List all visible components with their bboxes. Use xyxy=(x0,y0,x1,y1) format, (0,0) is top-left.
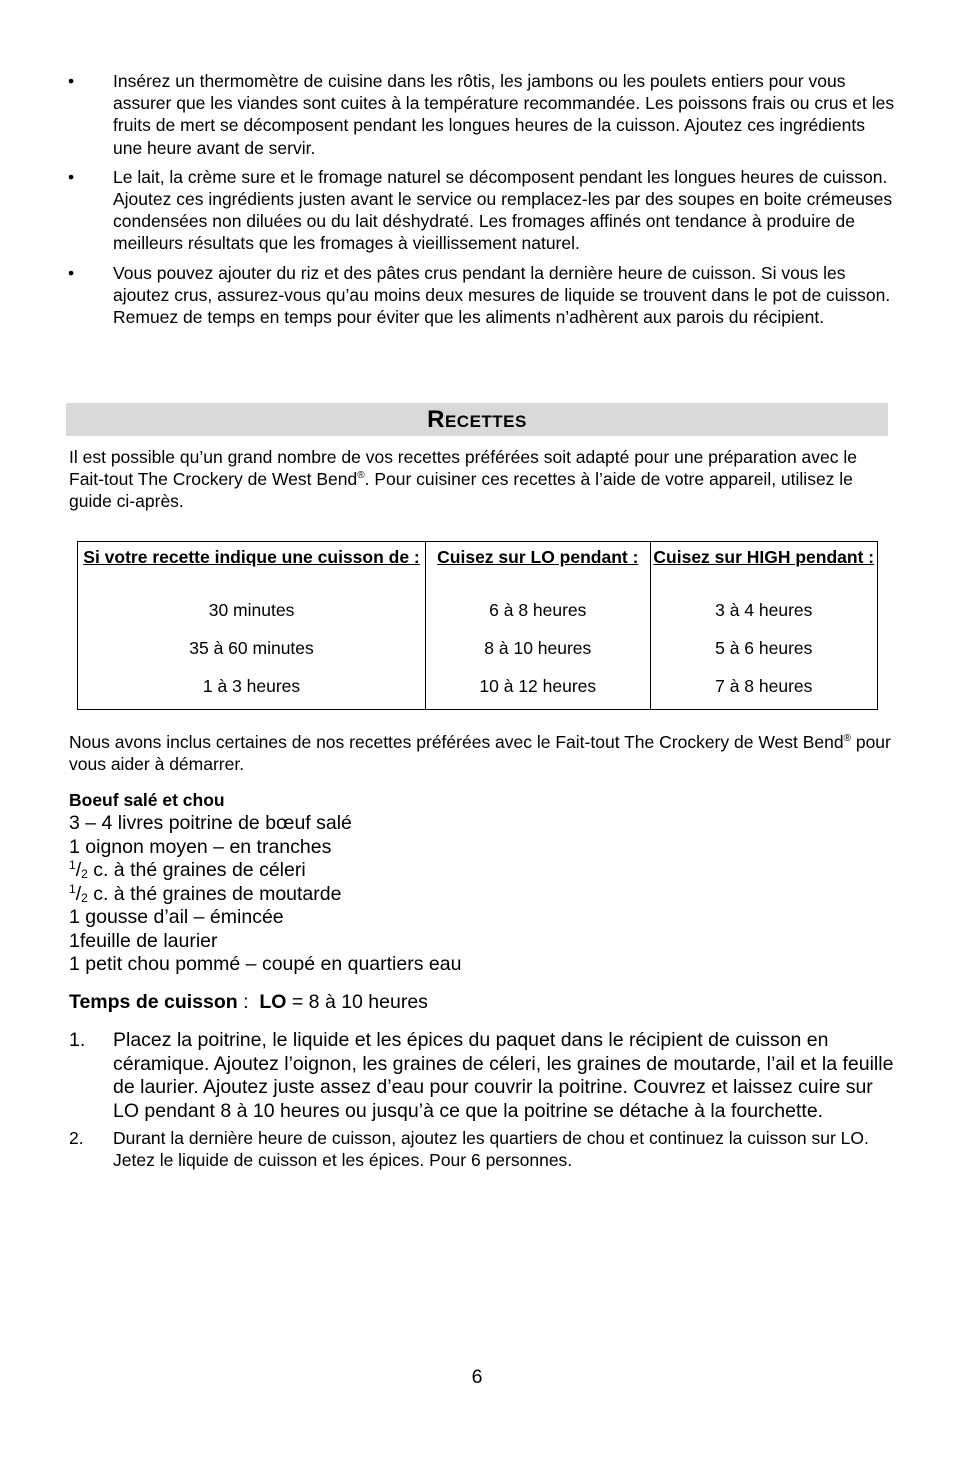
table-row xyxy=(78,671,878,710)
table-row xyxy=(78,633,878,671)
intro-text-2: . Pour cuisiner ces recettes à l’aide de votre appareil, utilisez le guide ci-après. xyxy=(69,469,853,512)
fraction-denominator: 2 xyxy=(81,867,88,881)
bullet-marker: • xyxy=(68,71,75,91)
cooking-time-separator: : xyxy=(237,991,260,1013)
tip-item xyxy=(66,262,896,329)
ingredients-list xyxy=(69,812,461,977)
recipes-intro-paragraph xyxy=(69,731,895,775)
step-text: Placez la poitrine, le liquide et les épices du paquet dans le récipient de cuisson en céramique. Ajoutez l’oignon, les graines de céleri, les graines de moutarde, l’ail et la feuille de laurier. Ajoutez juste assez d’eau pour couvrir la poitrine. Couvrez et laissez cuire sur LO pendant 8 à 10 heures ou jusqu’à ce que la poitrine se détache à la fourchette. xyxy=(113,1029,894,1122)
step-text: Durant la dernière heure de cuisson, ajoutez les quartiers de chou et continuez la cuisson sur LO. Jetez le liquide de cuisson et les épices. Pour 6 personnes. xyxy=(113,1128,869,1171)
cooking-time xyxy=(69,990,428,1014)
bullet-marker: • xyxy=(68,166,75,187)
ingredient-item: 1feuille de laurier xyxy=(69,929,218,952)
table-header-cell: Cuisez sur HIGH pendant : xyxy=(650,542,877,596)
tip-item xyxy=(66,166,896,255)
ingredient-text: c. à thé graines de moutarde xyxy=(93,882,342,905)
recipes-intro-text-1: Nous avons inclus certaines de nos recettes préférées avec le Fait-tout The Crockery de West Bend xyxy=(69,732,844,752)
table-header-row xyxy=(78,542,878,596)
ingredient-item: 1 petit chou pommé – coupé en quartiers eau xyxy=(69,953,462,975)
section-header xyxy=(66,403,888,436)
table-cell: 5 à 6 heures xyxy=(650,633,877,671)
step-number: 1. xyxy=(69,1029,86,1051)
intro-paragraph xyxy=(69,446,895,513)
section-title: Recettes xyxy=(427,406,527,433)
cooking-time-label: Temps de cuisson xyxy=(69,991,238,1013)
instruction-step xyxy=(69,1127,895,1171)
table-cell: 30 minutes xyxy=(208,600,295,620)
cooking-time-value: = 8 à 10 heures xyxy=(286,991,428,1013)
tip-text: Insérez un thermomètre de cuisine dans les rôtis, les jambons ou les poulets entiers pour vous assurer que les viandes sont cuites à la température recommandée. Les poissons frais ou crus et les fruits de mert se décomposent pendant les longues heures de la cuisson. Ajoutez ces ingrédients une heure avant de servir. xyxy=(113,71,895,158)
instruction-step xyxy=(69,1029,895,1123)
fraction-slash: / xyxy=(75,859,82,881)
tip-item xyxy=(66,70,896,159)
fraction-slash: / xyxy=(75,882,82,905)
table-cell: 6 à 8 heures xyxy=(426,595,650,633)
ingredient-item xyxy=(69,883,461,907)
table-cell: 7 à 8 heures xyxy=(650,671,877,710)
ingredient-item: 1 gousse d’ail – émincée xyxy=(69,906,284,928)
table-cell: 1 à 3 heures xyxy=(202,676,301,696)
cooking-time-setting: LO xyxy=(259,991,287,1013)
table-cell: 35 à 60 minutes xyxy=(189,638,314,658)
recipes-intro-text-2: pour vous aider à démarrer. xyxy=(69,732,891,775)
fraction-numerator: 1 xyxy=(69,881,76,896)
fraction-denominator: 2 xyxy=(81,890,88,905)
tip-text: Vous pouvez ajouter du riz et des pâtes crus pendant la dernière heure de cuisson. Si vous les ajoutez crus, assurez-vous qu’au moins deux mesures de liquide se trouvent dans le pot de cuisson. Remuez de temps en temps pour éviter que les aliments n’adhèrent aux parois du récipient. xyxy=(113,262,891,328)
recipe-title: Boeuf salé et chou xyxy=(69,790,225,810)
ingredient-item: 1 oignon moyen – en tranches xyxy=(69,835,332,858)
ingredient-text: c. à thé graines de céleri xyxy=(93,859,306,881)
ingredient-item: 3 – 4 livres poitrine de bœuf salé xyxy=(69,812,352,834)
intro-text-1: Il est possible qu’un grand nombre de vos recettes préférées soit adapté pour une préparation avec le Fait-tout The Crockery de West Bend xyxy=(69,447,857,490)
table-cell: 8 à 10 heures xyxy=(426,633,650,671)
tips-list xyxy=(66,70,896,335)
registered-mark: ® xyxy=(843,733,851,745)
table-row xyxy=(78,595,878,633)
instructions-list xyxy=(69,1029,895,1171)
table-header-cell: Cuisez sur LO pendant : xyxy=(426,542,650,596)
step-number: 2. xyxy=(69,1128,84,1148)
cooking-time-table xyxy=(77,541,878,710)
table-cell: 3 à 4 heures xyxy=(650,595,877,633)
tip-text: Le lait, la crème sure et le fromage naturel se décomposent pendant les longues heures de cuisson. Ajoutez ces ingrédients justen avant le service ou remplacez-les par des soupes en boite crémeuses condensées non diluées ou du lait déshydraté. Les fromages affinés ont tendance à produire de meilleurs résultats que les fromages à vieillissement naturel. xyxy=(113,166,893,254)
page-number: 6 xyxy=(471,1366,483,1388)
table-header-cell: Si votre recette indique une cuisson de : xyxy=(83,547,420,567)
fraction-numerator: 1 xyxy=(69,858,76,872)
bullet-marker: • xyxy=(68,262,75,283)
table-cell: 10 à 12 heures xyxy=(426,671,650,710)
ingredient-item xyxy=(69,859,461,883)
registered-mark: ® xyxy=(357,470,365,482)
